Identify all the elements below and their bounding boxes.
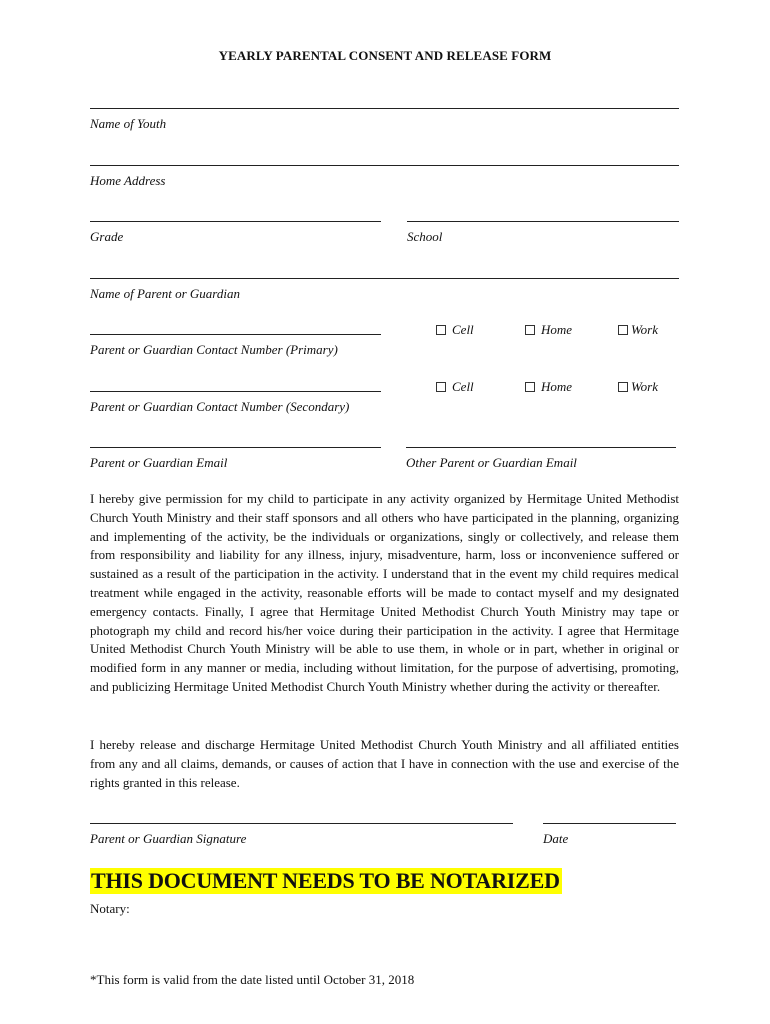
signature-line[interactable]	[90, 823, 513, 824]
parent-name-line[interactable]	[90, 278, 679, 279]
secondary-work-option[interactable]: Work	[618, 379, 658, 395]
primary-work-option[interactable]: Work	[618, 322, 658, 338]
email-label: Parent or Guardian Email	[90, 455, 228, 470]
home-address-label: Home Address	[90, 173, 166, 188]
validity-note: *This form is valid from the date listed until October 31, 2018	[90, 972, 415, 987]
release-paragraph: I hereby release and discharge Hermitage United Methodist Church Youth Ministry and all affiliated entities from any and all claims, demands, or causes of action that I have in connection with the use and exercise of the rights granted in this release.	[90, 737, 679, 790]
checkbox-icon[interactable]	[525, 325, 535, 335]
secondary-home-option[interactable]: Home	[525, 379, 572, 395]
other-email-line[interactable]	[406, 447, 676, 448]
name-of-youth-line[interactable]	[90, 108, 679, 109]
contact-primary-line[interactable]	[90, 334, 381, 335]
name-of-youth-label: Name of Youth	[90, 116, 167, 131]
grade-label: Grade	[90, 229, 124, 244]
checkbox-icon[interactable]	[436, 382, 446, 392]
checkbox-icon[interactable]	[436, 325, 446, 335]
school-line[interactable]	[407, 221, 679, 222]
school-label: School	[407, 229, 443, 244]
form-title: YEARLY PARENTAL CONSENT AND RELEASE FORM	[218, 48, 552, 63]
contact-secondary-label: Parent or Guardian Contact Number (Secondary)	[90, 399, 350, 414]
parent-name-label: Name of Parent or Guardian	[90, 286, 240, 301]
permission-paragraph: I hereby give permission for my child to participate in any activity organized by Hermitage United Methodist Church Youth Ministry and their staff sponsors and all others who have participated in the planning, organizing and implementing of the activity, be the individuals or organizations, singly or collectively, and release them from responsibility and liability for any illness, injury, misadventure, harm, loss or inconvenience suffered or sustained as a result of the participation in the activity. I understand that in the event my child requires medical treatment while engaged in the activity, reasonable efforts will be made to contact myself and my designated emergency contacts. Finally, I agree that Hermitage United Methodist Church Youth Ministry may tape or photograph my child and record his/her voice during their participation in the activity. I agree that Hermitage United Methodist Church Youth Ministry will be able to use them, in whole or in part, whether in original or modified form in any manner or media, including without limitation, for the purpose of advertising, promoting, and publicizing Hermitage United Methodist Church Youth Ministry whether during the activity or thereafter.	[90, 491, 679, 694]
contact-primary-label: Parent or Guardian Contact Number (Primary)	[90, 342, 338, 357]
grade-line[interactable]	[90, 221, 381, 222]
primary-home-option[interactable]: Home	[525, 322, 572, 338]
email-line[interactable]	[90, 447, 381, 448]
checkbox-icon[interactable]	[618, 325, 628, 335]
date-label: Date	[543, 831, 569, 846]
signature-label: Parent or Guardian Signature	[90, 831, 247, 846]
primary-cell-option[interactable]: Cell	[436, 322, 474, 338]
secondary-cell-option[interactable]: Cell	[436, 379, 474, 395]
checkbox-icon[interactable]	[618, 382, 628, 392]
contact-secondary-line[interactable]	[90, 391, 381, 392]
home-address-line[interactable]	[90, 165, 679, 166]
checkbox-icon[interactable]	[525, 382, 535, 392]
notarize-notice: THIS DOCUMENT NEEDS TO BE NOTARIZED	[91, 868, 560, 893]
other-email-label: Other Parent or Guardian Email	[406, 455, 577, 470]
date-line[interactable]	[543, 823, 676, 824]
notary-label: Notary:	[90, 901, 130, 916]
